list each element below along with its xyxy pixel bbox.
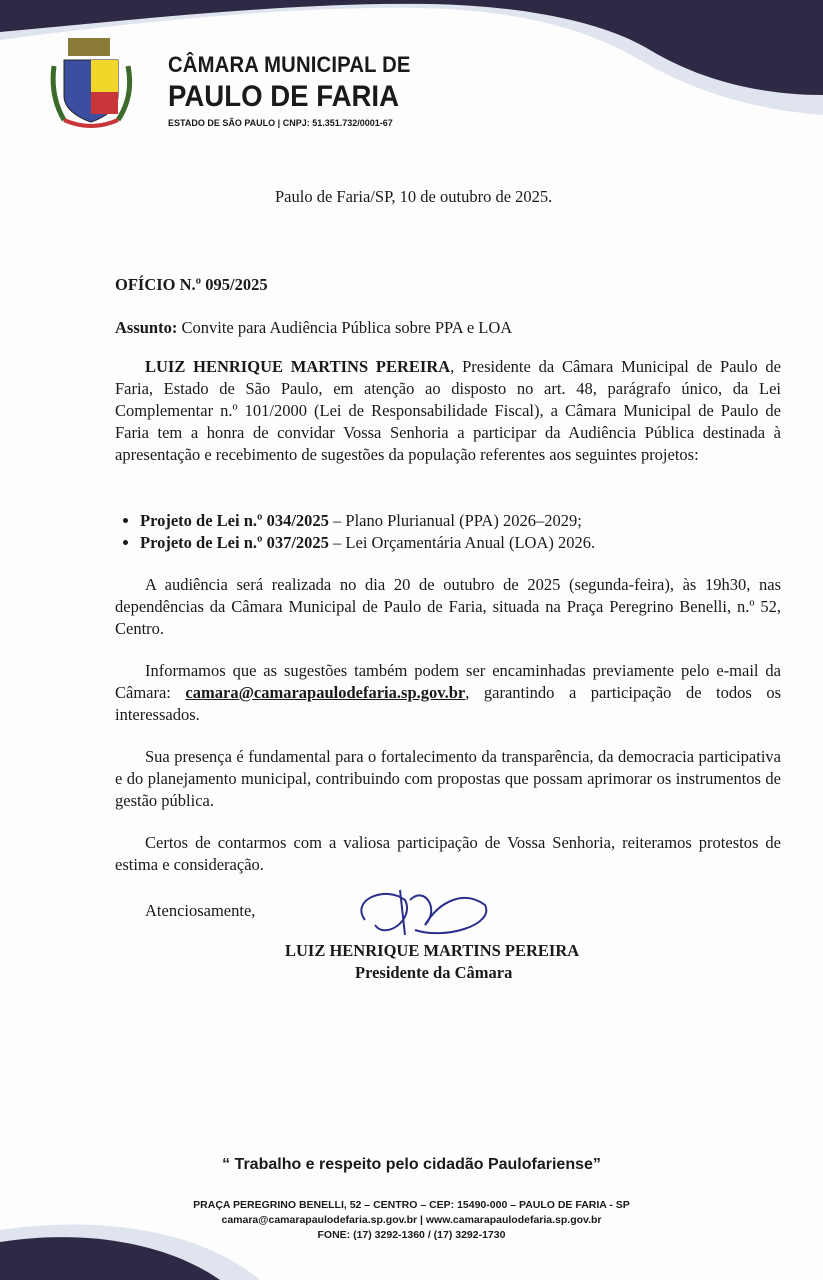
list-item: • Projeto de Lei n.º 034/2025 – Plano Plurianual (PPA) 2026–2029; [140,510,820,532]
header-line2: PAULO DE FARIA [168,80,400,113]
footer-phone: FONE: (17) 3292-1360 / (17) 3292-1730 [317,1229,506,1241]
paragraph-hearing: A audiência será realizada no dia 20 de outubro de 2025 (segunda-feira), às 19h30, nas dependências da Câmara Municipal de Paulo de Faria, situada na Praça Peregrino Benelli, n.º 52, Centro. [115,575,781,638]
oficio-number: OFÍCIO N.º 095/2025 [115,275,268,294]
signer-name: LUIZ HENRIQUE MARTINS PEREIRA [285,941,580,960]
list-item: • Projeto de Lei n.º 037/2025 – Lei Orçamentária Anual (LOA) 2026. [140,532,820,554]
president-name: LUIZ HENRIQUE MARTINS PEREIRA [145,357,451,376]
paragraph-intro: LUIZ HENRIQUE MARTINS PEREIRA, Presidente da Câmara Municipal de Paulo de Faria, Estado de São Paulo, em atenção ao disposto no art. 48, parágrafo único, da Lei Complementar n.º 101/2000 (Lei de Responsabilidade Fiscal), a Câmara Municipal de Paulo de Faria tem a honra de convidar Vossa Senhoria a participar da Audiência Pública destinada à apresentação e recebimento de sugestões da população referentes aos seguintes projetos: [115,357,781,464]
footer-address: PRAÇA PEREGRINO BENELLI, 52 – CENTRO – CEP: 15490-000 – PAULO DE FARIA - SP [193,1199,630,1211]
subject [115,317,512,339]
email-link[interactable]: camara@camarapaulodefaria.sp.gov.br [185,683,466,702]
signer-title: Presidente da Câmara [355,963,513,982]
projects-list [90,510,820,554]
coat-of-arms-logo [50,36,134,130]
subject-text: Convite para Audiência Pública sobre PPA e LOA [177,318,513,337]
footer-motto: “ Trabalho e respeito pelo cidadão Paulofariense” [222,1156,601,1173]
paragraph-email: Informamos que as sugestões também podem ser encaminhadas previamente pelo e-mail da Câmara: camara@camarapaulodefaria.sp.gov.br, garantindo a participação de todos os interessados. [115,661,782,724]
paragraph-closing: Certos de contarmos com a valiosa participação de Vossa Senhoria, reiteramos protestos de estima e consideração. [115,833,781,874]
subject-label: Assunto: [115,318,178,337]
header-line1: CÂMARA MUNICIPAL DE [168,52,411,77]
closing-salutation: Atenciosamente, [145,901,256,920]
letter-date: Paulo de Faria/SP, 10 de outubro de 2025. [275,187,553,206]
paragraph-presence: Sua presença é fundamental para o fortalecimento da transparência, da democracia participativa e do planejamento municipal, contribuindo com propostas que possam aprimorar os instrumentos de gestão pública. [115,747,781,810]
footer-web: camara@camarapaulodefaria.sp.gov.br | www.camarapaulodefaria.sp.gov.br [221,1214,602,1226]
header-line3: ESTADO DE SÃO PAULO | CNPJ: 51.351.732/0001-67 [168,118,393,128]
